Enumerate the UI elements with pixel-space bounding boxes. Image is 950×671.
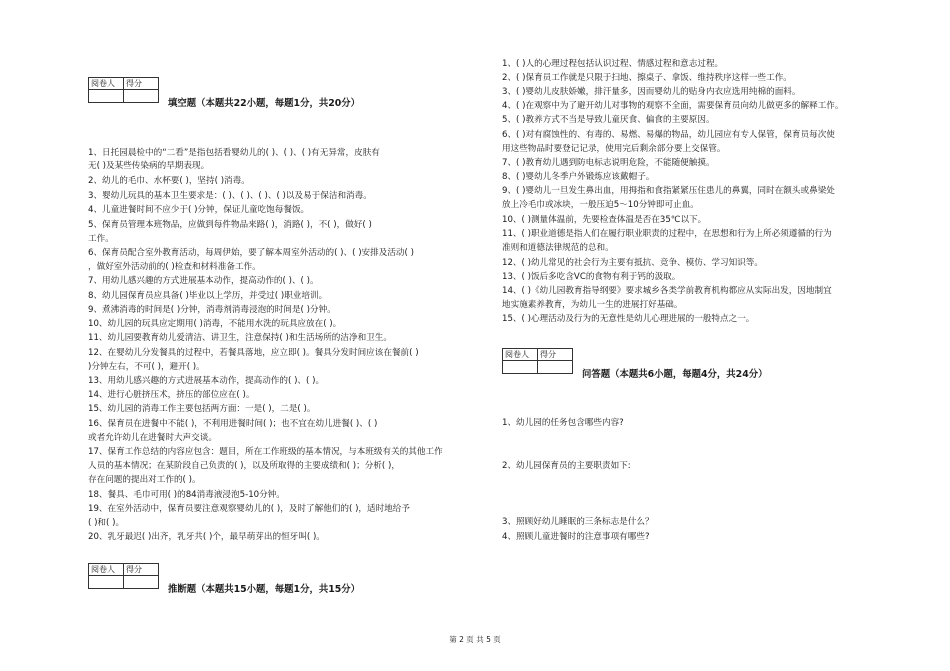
- judge-line: 12、( )幼儿常见的社会行为主要有抵抗、竞争、模仿、学习知识等。: [502, 258, 763, 268]
- score-label: 得分: [124, 78, 159, 90]
- fill-line: 7、用幼儿感兴趣的方式进展基本动作，提高动作的( )、( )。: [88, 276, 319, 286]
- judge-line: 1、( )人的心理过程包括认识过程、情感过程和意志过程。: [502, 59, 724, 69]
- judge-line: 地实施素养教育，为幼儿一生的进展打好基础。: [502, 300, 683, 310]
- fill-line: 存在问题的提出对工作的( )。: [88, 475, 201, 485]
- grader-label: 阅卷人: [89, 564, 124, 576]
- fill-line: 1、日托园晨检中的“二看”是指包括看婴幼儿的( )、( )、( )有无异常，皮肤有: [88, 148, 380, 158]
- fill-line: 2、幼儿的毛巾、水杯要( )，坚持( )消毒。: [88, 176, 250, 186]
- fill-line: 19、在室外活动中，保育员要注意观察婴幼儿的( )，及时了解他们的( )，适时地给予: [88, 504, 410, 514]
- judge-line: 4、( )在观察中为了避开幼儿对事物的观察不全面，需要保育员向幼儿做更多的解释工作。: [502, 101, 844, 111]
- page-footer: 第 2 页 共 5 页: [449, 635, 501, 644]
- score-cell[interactable]: [538, 361, 573, 374]
- qa-question: 3、照顾好幼儿睡眠的三条标志是什么？: [502, 517, 654, 527]
- fill-line: 5、保育员管理本班物品，应做到每件物品来路( )，消路( )，不( )，做好( ): [88, 220, 372, 230]
- fill-line: 8、幼儿园保育员应具备( )毕业以上学历，并受过( )职业培训。: [88, 291, 328, 301]
- grader-cell[interactable]: [89, 90, 124, 103]
- score-label: 得分: [538, 349, 573, 361]
- judge-line: 13、( )饭后多吃含VC的食物有利于钙的汲取。: [502, 272, 681, 282]
- fill-line: 14、进行心脏挤压术，挤压的部位应在( )。: [88, 390, 255, 400]
- grader-label: 阅卷人: [89, 78, 124, 90]
- fill-line: )分钟左右，不可( )，避开( )。: [88, 362, 205, 372]
- score-box-fill: [88, 77, 159, 103]
- fill-line: 或者允许幼儿在进餐时大声交谈。: [88, 433, 217, 443]
- judge-line: 5、( )教养方式不当是导致儿童厌食、偏食的主要原因。: [502, 115, 715, 125]
- fill-line: 16、保育员在进餐中不能( )，不利用进餐时间( )；也不宜在幼儿进餐( )、( ): [88, 419, 378, 429]
- score-label: 得分: [124, 564, 159, 576]
- fill-line: 18、餐具、毛巾可用( )的84消毒液浸泡5-10分钟。: [88, 490, 285, 500]
- qa-section-title: 问答题（本题共6小题，每题4分，共24分）: [582, 369, 768, 380]
- fill-line: 9、煮沸消毒的时间是( )分钟，消毒剂消毒浸泡的时间是( )分钟。: [88, 305, 336, 315]
- judge-line: 15、( )心理活动及行为的无意性是幼儿心理进展的一般特点之一。: [502, 314, 755, 324]
- grader-cell[interactable]: [89, 576, 124, 589]
- judge-section-title: 推断题（本题共15小题，每题1分，共15分）: [168, 584, 360, 595]
- fill-line: 15、幼儿园的消毒工作主要包括两方面：一是( )，二是( )。: [88, 404, 316, 414]
- judge-line: 14、( )《幼儿园教育指导纲要》要求城乡各类学前教育机构都应从实际出发，因地制宜: [502, 286, 832, 296]
- fill-line: ，做好室外活动前的( )检查和材料准备工作。: [88, 262, 261, 272]
- fill-line: 10、幼儿园的玩具应定期用( )消毒，不能用水洗的玩具应放在( )。: [88, 319, 342, 329]
- judge-line: 10、( )测量体温前，先要检查体温是否在35℃以下。: [502, 215, 707, 225]
- fill-line: 工作。: [88, 234, 114, 244]
- grader-cell[interactable]: [503, 361, 538, 374]
- fill-line: 3、婴幼儿玩具的基本卫生要求是：( )、( )、( )、( )以及易于保洁和消毒。: [88, 191, 372, 201]
- fill-line: 20、乳牙最迟( )出齐，乳牙共( )个，最早萌芽出的恒牙叫( )。: [88, 532, 325, 542]
- fill-line: 无( )及某些传染病的早期表现。: [88, 161, 210, 171]
- qa-question: 4、照顾儿童进餐时的注意事项有哪些?: [502, 532, 650, 542]
- fill-line: ( )和( )。: [88, 518, 125, 528]
- qa-question: 1、幼儿园的任务包含哪些内容?: [502, 418, 624, 428]
- fill-line: 人员的基本情况；在某阶段自己负责的( )，以及所取得的主要成绩和( )；分析( )，: [88, 461, 400, 471]
- judge-line: 2、( )保育员工作就是只限于扫地、擦桌子、拿饭、维持秩序这样一些工作。: [502, 73, 792, 83]
- score-cell[interactable]: [124, 576, 159, 589]
- judge-line: 放上冷毛巾或冰块，一般压迫5～10分钟即可止血。: [502, 200, 699, 210]
- judge-line: 准则和道德法律规范的总和。: [502, 243, 614, 253]
- score-box-judge: [88, 563, 159, 589]
- judge-line: 用这些物品时要登记记录，使用完后剩余部分要上交保管。: [502, 144, 726, 154]
- fill-line: 11、幼儿园要教育幼儿爱清洁、讲卫生，注意保持( )和生活场所的洁净和卫生。: [88, 333, 392, 343]
- judge-line: 11、( )职业道德是指人们在履行职业职责的过程中，在思想和行为上所必须遵循的行为: [502, 229, 832, 239]
- fill-line: 12、在婴幼儿分发餐具的过程中，若餐具落地，应立即( )。餐具分发时间应该在餐前( ): [88, 348, 419, 358]
- grader-label: 阅卷人: [503, 349, 538, 361]
- judge-line: 6、( )对有腐蚀性的、有毒的、易燃、易爆的物品，幼儿园应有专人保管，保育员每次使: [502, 130, 835, 140]
- score-box-qa: [502, 348, 573, 374]
- judge-line: 3、( )婴幼儿皮肤娇嫩，排汗量多，因而婴幼儿的贴身内衣应选用纯棉的面料。: [502, 87, 801, 97]
- fill-line: 4、儿童进餐时间不应少于( )分钟，保证儿童吃饱每餐饭。: [88, 205, 310, 215]
- judge-line: 9、( )婴幼儿一旦发生鼻出血，用拇指和食指紧紧压住患儿的鼻翼，同时在额头或鼻梁处: [502, 186, 835, 196]
- score-cell[interactable]: [124, 90, 159, 103]
- qa-question: 2、幼儿园保育员的主要职责如下:: [502, 461, 631, 471]
- fill-line: 6、保育员配合室外教育活动，每周伊始，要了解本周室外活动的( )、( )安排及活动( ): [88, 248, 414, 258]
- judge-line: 8、( )婴幼儿冬季户外锻炼应该戴帽子。: [502, 172, 655, 182]
- judge-line: 7、( )教育幼儿遇到防电标志说明危险，不能随便触摸。: [502, 158, 715, 168]
- fill-line: 13、用幼儿感兴趣的方式进展基本动作，提高动作的( )、( )。: [88, 376, 325, 386]
- fill-section-title: 填空题（本题共22小题，每题1分，共20分）: [168, 98, 360, 109]
- fill-line: 17、保育工作总结的内容应包含：题目，所在工作班级的基本情况，与本班级有关的其他工作: [88, 447, 443, 457]
